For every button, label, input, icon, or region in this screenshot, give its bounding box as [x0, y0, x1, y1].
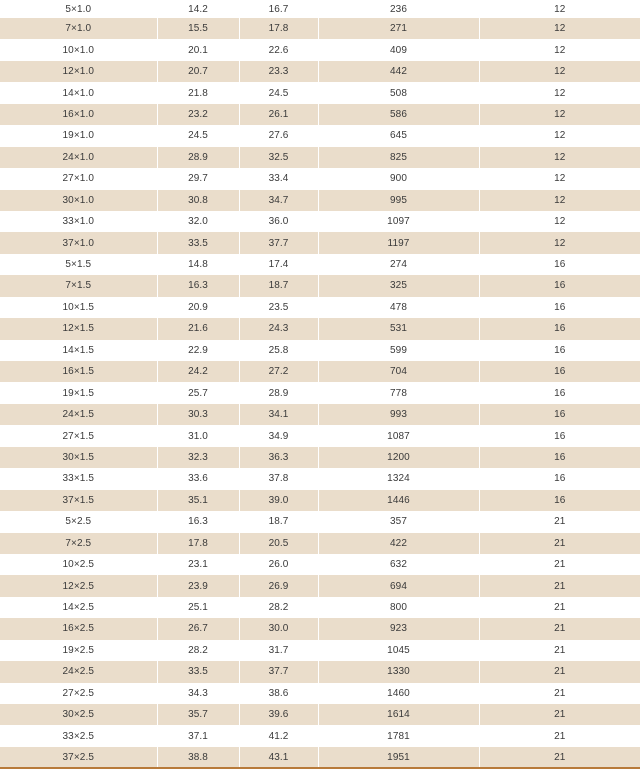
core-size-cell: 14×1.5: [0, 340, 157, 361]
value-cell: 21: [554, 666, 566, 678]
table-row: [0, 190, 640, 211]
value-cell: 21: [554, 709, 566, 721]
value-cell: 21: [554, 644, 566, 656]
outer-diameter-cell: 28.2: [239, 597, 318, 618]
core-size-cell: 14×2.5: [0, 597, 157, 618]
insulation-diameter-cell: 24.5: [157, 125, 239, 146]
table-row: [0, 511, 640, 532]
outer-diameter-cell: 23.3: [239, 61, 318, 82]
weight-cell: 1097: [318, 211, 479, 232]
core-size-cell: 37×1.5: [0, 490, 157, 511]
value-cell: 12: [554, 23, 566, 35]
table-row: [0, 39, 640, 60]
value-cell: 21: [554, 687, 566, 699]
core-size-cell: 7×1.0: [0, 18, 157, 39]
table-row: [0, 0, 640, 18]
insulation-diameter-cell: 20.7: [157, 61, 239, 82]
insulation-diameter-cell: 21.8: [157, 82, 239, 103]
core-size-cell: 12×1.0: [0, 61, 157, 82]
weight-cell: 632: [318, 554, 479, 575]
weight-cell: 531: [318, 318, 479, 339]
outer-diameter-cell: 38.6: [239, 683, 318, 704]
insulation-diameter-cell: 17.8: [157, 533, 239, 554]
value-cell: 16: [554, 494, 566, 506]
outer-diameter-cell: 18.7: [239, 511, 318, 532]
weight-cell: 900: [318, 168, 479, 189]
core-size-cell: 10×1.0: [0, 39, 157, 60]
weight-cell: 1614: [318, 704, 479, 725]
table-row: [0, 232, 640, 253]
outer-diameter-cell: 34.7: [239, 190, 318, 211]
insulation-diameter-cell: 25.7: [157, 382, 239, 403]
insulation-diameter-cell: 23.2: [157, 104, 239, 125]
value-cell: 21: [554, 730, 566, 742]
outer-diameter-cell: 34.1: [239, 404, 318, 425]
core-size-cell: 19×2.5: [0, 640, 157, 661]
table-row: [0, 125, 640, 146]
value-cell: 21: [479, 747, 640, 768]
outer-diameter-cell: 20.5: [239, 533, 318, 554]
insulation-diameter-cell: 34.3: [157, 683, 239, 704]
value-cell: 16: [554, 301, 566, 313]
insulation-diameter-cell: 25.1: [157, 597, 239, 618]
outer-diameter-cell: 41.2: [239, 725, 318, 746]
value-cell: 12: [554, 66, 566, 78]
insulation-diameter-cell: 14.8: [157, 254, 239, 275]
outer-diameter-cell: 24.3: [239, 318, 318, 339]
weight-cell: 1087: [318, 425, 479, 446]
weight-cell: 1446: [318, 490, 479, 511]
table-row: [0, 661, 640, 682]
value-cell: 16: [554, 323, 566, 335]
outer-diameter-cell: 26.1: [239, 104, 318, 125]
insulation-diameter-cell: 21.6: [157, 318, 239, 339]
weight-cell: 1324: [318, 468, 479, 489]
weight-cell: 586: [318, 104, 479, 125]
weight-cell: 1200: [318, 447, 479, 468]
outer-diameter-cell: 31.7: [239, 640, 318, 661]
insulation-diameter-cell: 31.0: [157, 425, 239, 446]
insulation-diameter-cell: 32.3: [157, 447, 239, 468]
value-cell: 16: [554, 430, 566, 442]
table-row: [0, 575, 640, 596]
table-row: [0, 683, 640, 704]
insulation-diameter-cell: 28.9: [157, 147, 239, 168]
insulation-diameter-cell: 32.0: [157, 211, 239, 232]
value-cell: 16: [554, 451, 566, 463]
core-size-cell: 16×1.0: [0, 104, 157, 125]
weight-cell: 995: [318, 190, 479, 211]
table-row: [0, 211, 640, 232]
weight-cell: 409: [318, 39, 479, 60]
core-size-cell: 19×1.5: [0, 382, 157, 403]
insulation-diameter-cell: 37.1: [157, 725, 239, 746]
table-row: [0, 168, 640, 189]
core-size-cell: 7×1.5: [0, 275, 157, 296]
table-row: [0, 533, 640, 554]
weight-cell: 599: [318, 340, 479, 361]
insulation-diameter-cell: 33.5: [157, 661, 239, 682]
table-row: [0, 747, 640, 768]
core-size-cell: 16×2.5: [0, 618, 157, 639]
weight-cell: 236: [318, 0, 479, 18]
table-row: [0, 725, 640, 746]
outer-diameter-cell: 36.3: [239, 447, 318, 468]
insulation-diameter-cell: 16.3: [157, 275, 239, 296]
value-cell: 12: [554, 173, 566, 185]
weight-cell: 1197: [318, 232, 479, 253]
weight-cell: 1330: [318, 661, 479, 682]
weight-cell: 1045: [318, 640, 479, 661]
value-cell: 16: [554, 387, 566, 399]
outer-diameter-cell: 37.8: [239, 468, 318, 489]
insulation-diameter-cell: 23.9: [157, 575, 239, 596]
weight-cell: 442: [318, 61, 479, 82]
core-size-cell: 24×2.5: [0, 661, 157, 682]
outer-diameter-cell: 30.0: [239, 618, 318, 639]
outer-diameter-cell: 23.5: [239, 297, 318, 318]
insulation-diameter-cell: 35.7: [157, 704, 239, 725]
outer-diameter-cell: 26.9: [239, 575, 318, 596]
insulation-diameter-cell: 16.3: [157, 511, 239, 532]
value-cell: 16: [554, 409, 566, 421]
value-cell: 16: [554, 344, 566, 356]
value-cell: 21: [554, 623, 566, 635]
value-cell: 12: [554, 44, 566, 56]
weight-cell: 325: [318, 275, 479, 296]
table-row: [0, 361, 640, 382]
core-size-cell: 19×1.0: [0, 125, 157, 146]
insulation-diameter-cell: 29.7: [157, 168, 239, 189]
insulation-diameter-cell: 30.8: [157, 190, 239, 211]
table-row: [0, 468, 640, 489]
value-cell: 21: [554, 602, 566, 614]
outer-diameter-cell: 32.5: [239, 147, 318, 168]
table-row: [0, 640, 640, 661]
insulation-diameter-cell: 22.9: [157, 340, 239, 361]
insulation-diameter-cell: 20.1: [157, 39, 239, 60]
value-cell: 16: [554, 473, 566, 485]
core-size-cell: 37×2.5: [0, 747, 157, 768]
weight-cell: 993: [318, 404, 479, 425]
core-size-cell: 27×1.5: [0, 425, 157, 446]
value-cell: 16: [554, 280, 566, 292]
value-cell: 16: [554, 259, 566, 271]
insulation-diameter-cell: 26.7: [157, 618, 239, 639]
outer-diameter-cell: 27.6: [239, 125, 318, 146]
table-row: [0, 18, 640, 39]
outer-diameter-cell: 37.7: [239, 232, 318, 253]
outer-diameter-cell: 18.7: [239, 275, 318, 296]
insulation-diameter-cell: 30.3: [157, 404, 239, 425]
table-row: [0, 275, 640, 296]
core-size-cell: 12×1.5: [0, 318, 157, 339]
table-row: [0, 340, 640, 361]
value-cell: 21: [554, 580, 566, 592]
core-size-cell: 24×1.0: [0, 147, 157, 168]
value-cell: 12: [554, 194, 566, 206]
core-size-cell: 30×1.0: [0, 190, 157, 211]
outer-diameter-cell: 33.4: [239, 168, 318, 189]
weight-cell: 1951: [318, 747, 479, 768]
value-cell: 12: [554, 237, 566, 249]
value-cell: 12: [554, 151, 566, 163]
outer-diameter-cell: 36.0: [239, 211, 318, 232]
insulation-diameter-cell: 35.1: [157, 490, 239, 511]
table-row: [0, 104, 640, 125]
outer-diameter-cell: 16.7: [239, 0, 318, 18]
weight-cell: 271: [318, 18, 479, 39]
core-size-cell: 5×2.5: [0, 511, 157, 532]
core-size-cell: 33×1.5: [0, 468, 157, 489]
table-row: [0, 147, 640, 168]
table-row: [0, 82, 640, 103]
core-size-cell: 37×1.0: [0, 232, 157, 253]
weight-cell: 645: [318, 125, 479, 146]
outer-diameter-cell: 43.1: [239, 747, 318, 768]
insulation-diameter-cell: 14.2: [157, 0, 239, 18]
value-cell: 21: [554, 516, 566, 528]
value-cell: 12: [554, 216, 566, 228]
core-size-cell: 5×1.5: [0, 254, 157, 275]
core-size-cell: 16×1.5: [0, 361, 157, 382]
outer-diameter-cell: 24.5: [239, 82, 318, 103]
core-size-cell: 7×2.5: [0, 533, 157, 554]
weight-cell: 694: [318, 575, 479, 596]
table-row: [0, 554, 640, 575]
table-row: [0, 447, 640, 468]
core-size-cell: 30×1.5: [0, 447, 157, 468]
insulation-diameter-cell: 15.5: [157, 18, 239, 39]
weight-cell: 274: [318, 254, 479, 275]
table-row: [0, 425, 640, 446]
insulation-diameter-cell: 23.1: [157, 554, 239, 575]
weight-cell: 357: [318, 511, 479, 532]
outer-diameter-cell: 27.2: [239, 361, 318, 382]
table-row: [0, 618, 640, 639]
table-row: [0, 490, 640, 511]
weight-cell: 478: [318, 297, 479, 318]
core-size-cell: 10×1.5: [0, 297, 157, 318]
core-size-cell: 27×2.5: [0, 683, 157, 704]
core-size-cell: 12×2.5: [0, 575, 157, 596]
core-size-cell: 33×2.5: [0, 725, 157, 746]
value-cell: 21: [554, 537, 566, 549]
table-row: [0, 704, 640, 725]
table-row: [0, 297, 640, 318]
table-row: [0, 597, 640, 618]
core-size-cell: 10×2.5: [0, 554, 157, 575]
insulation-diameter-cell: 28.2: [157, 640, 239, 661]
value-cell: 16: [554, 366, 566, 378]
outer-diameter-cell: 17.4: [239, 254, 318, 275]
outer-diameter-cell: 26.0: [239, 554, 318, 575]
weight-cell: 923: [318, 618, 479, 639]
outer-diameter-cell: 39.6: [239, 704, 318, 725]
core-size-cell: 5×1.0: [0, 0, 157, 18]
weight-cell: 422: [318, 533, 479, 554]
value-cell: 12: [554, 3, 566, 15]
weight-cell: 704: [318, 361, 479, 382]
insulation-diameter-cell: 33.6: [157, 468, 239, 489]
weight-cell: 825: [318, 147, 479, 168]
weight-cell: 1781: [318, 725, 479, 746]
weight-cell: 508: [318, 82, 479, 103]
outer-diameter-cell: 25.8: [239, 340, 318, 361]
core-size-cell: 24×1.5: [0, 404, 157, 425]
outer-diameter-cell: 34.9: [239, 425, 318, 446]
table-row: [0, 61, 640, 82]
core-size-cell: 33×1.0: [0, 211, 157, 232]
value-cell: 12: [554, 130, 566, 142]
weight-cell: 778: [318, 382, 479, 403]
weight-cell: 1460: [318, 683, 479, 704]
table-row: [0, 318, 640, 339]
core-size-cell: 30×2.5: [0, 704, 157, 725]
outer-diameter-cell: 39.0: [239, 490, 318, 511]
table-row: [0, 404, 640, 425]
table-row: [0, 254, 640, 275]
insulation-diameter-cell: 24.2: [157, 361, 239, 382]
outer-diameter-cell: 17.8: [239, 18, 318, 39]
outer-diameter-cell: 37.7: [239, 661, 318, 682]
value-cell: 12: [554, 108, 566, 120]
value-cell: 21: [554, 559, 566, 571]
insulation-diameter-cell: 38.8: [157, 747, 239, 768]
value-cell: 12: [554, 87, 566, 99]
outer-diameter-cell: 22.6: [239, 39, 318, 60]
insulation-diameter-cell: 20.9: [157, 297, 239, 318]
core-size-cell: 14×1.0: [0, 82, 157, 103]
insulation-diameter-cell: 33.5: [157, 232, 239, 253]
outer-diameter-cell: 28.9: [239, 382, 318, 403]
core-size-cell: 27×1.0: [0, 168, 157, 189]
weight-cell: 800: [318, 597, 479, 618]
table-row: [0, 382, 640, 403]
